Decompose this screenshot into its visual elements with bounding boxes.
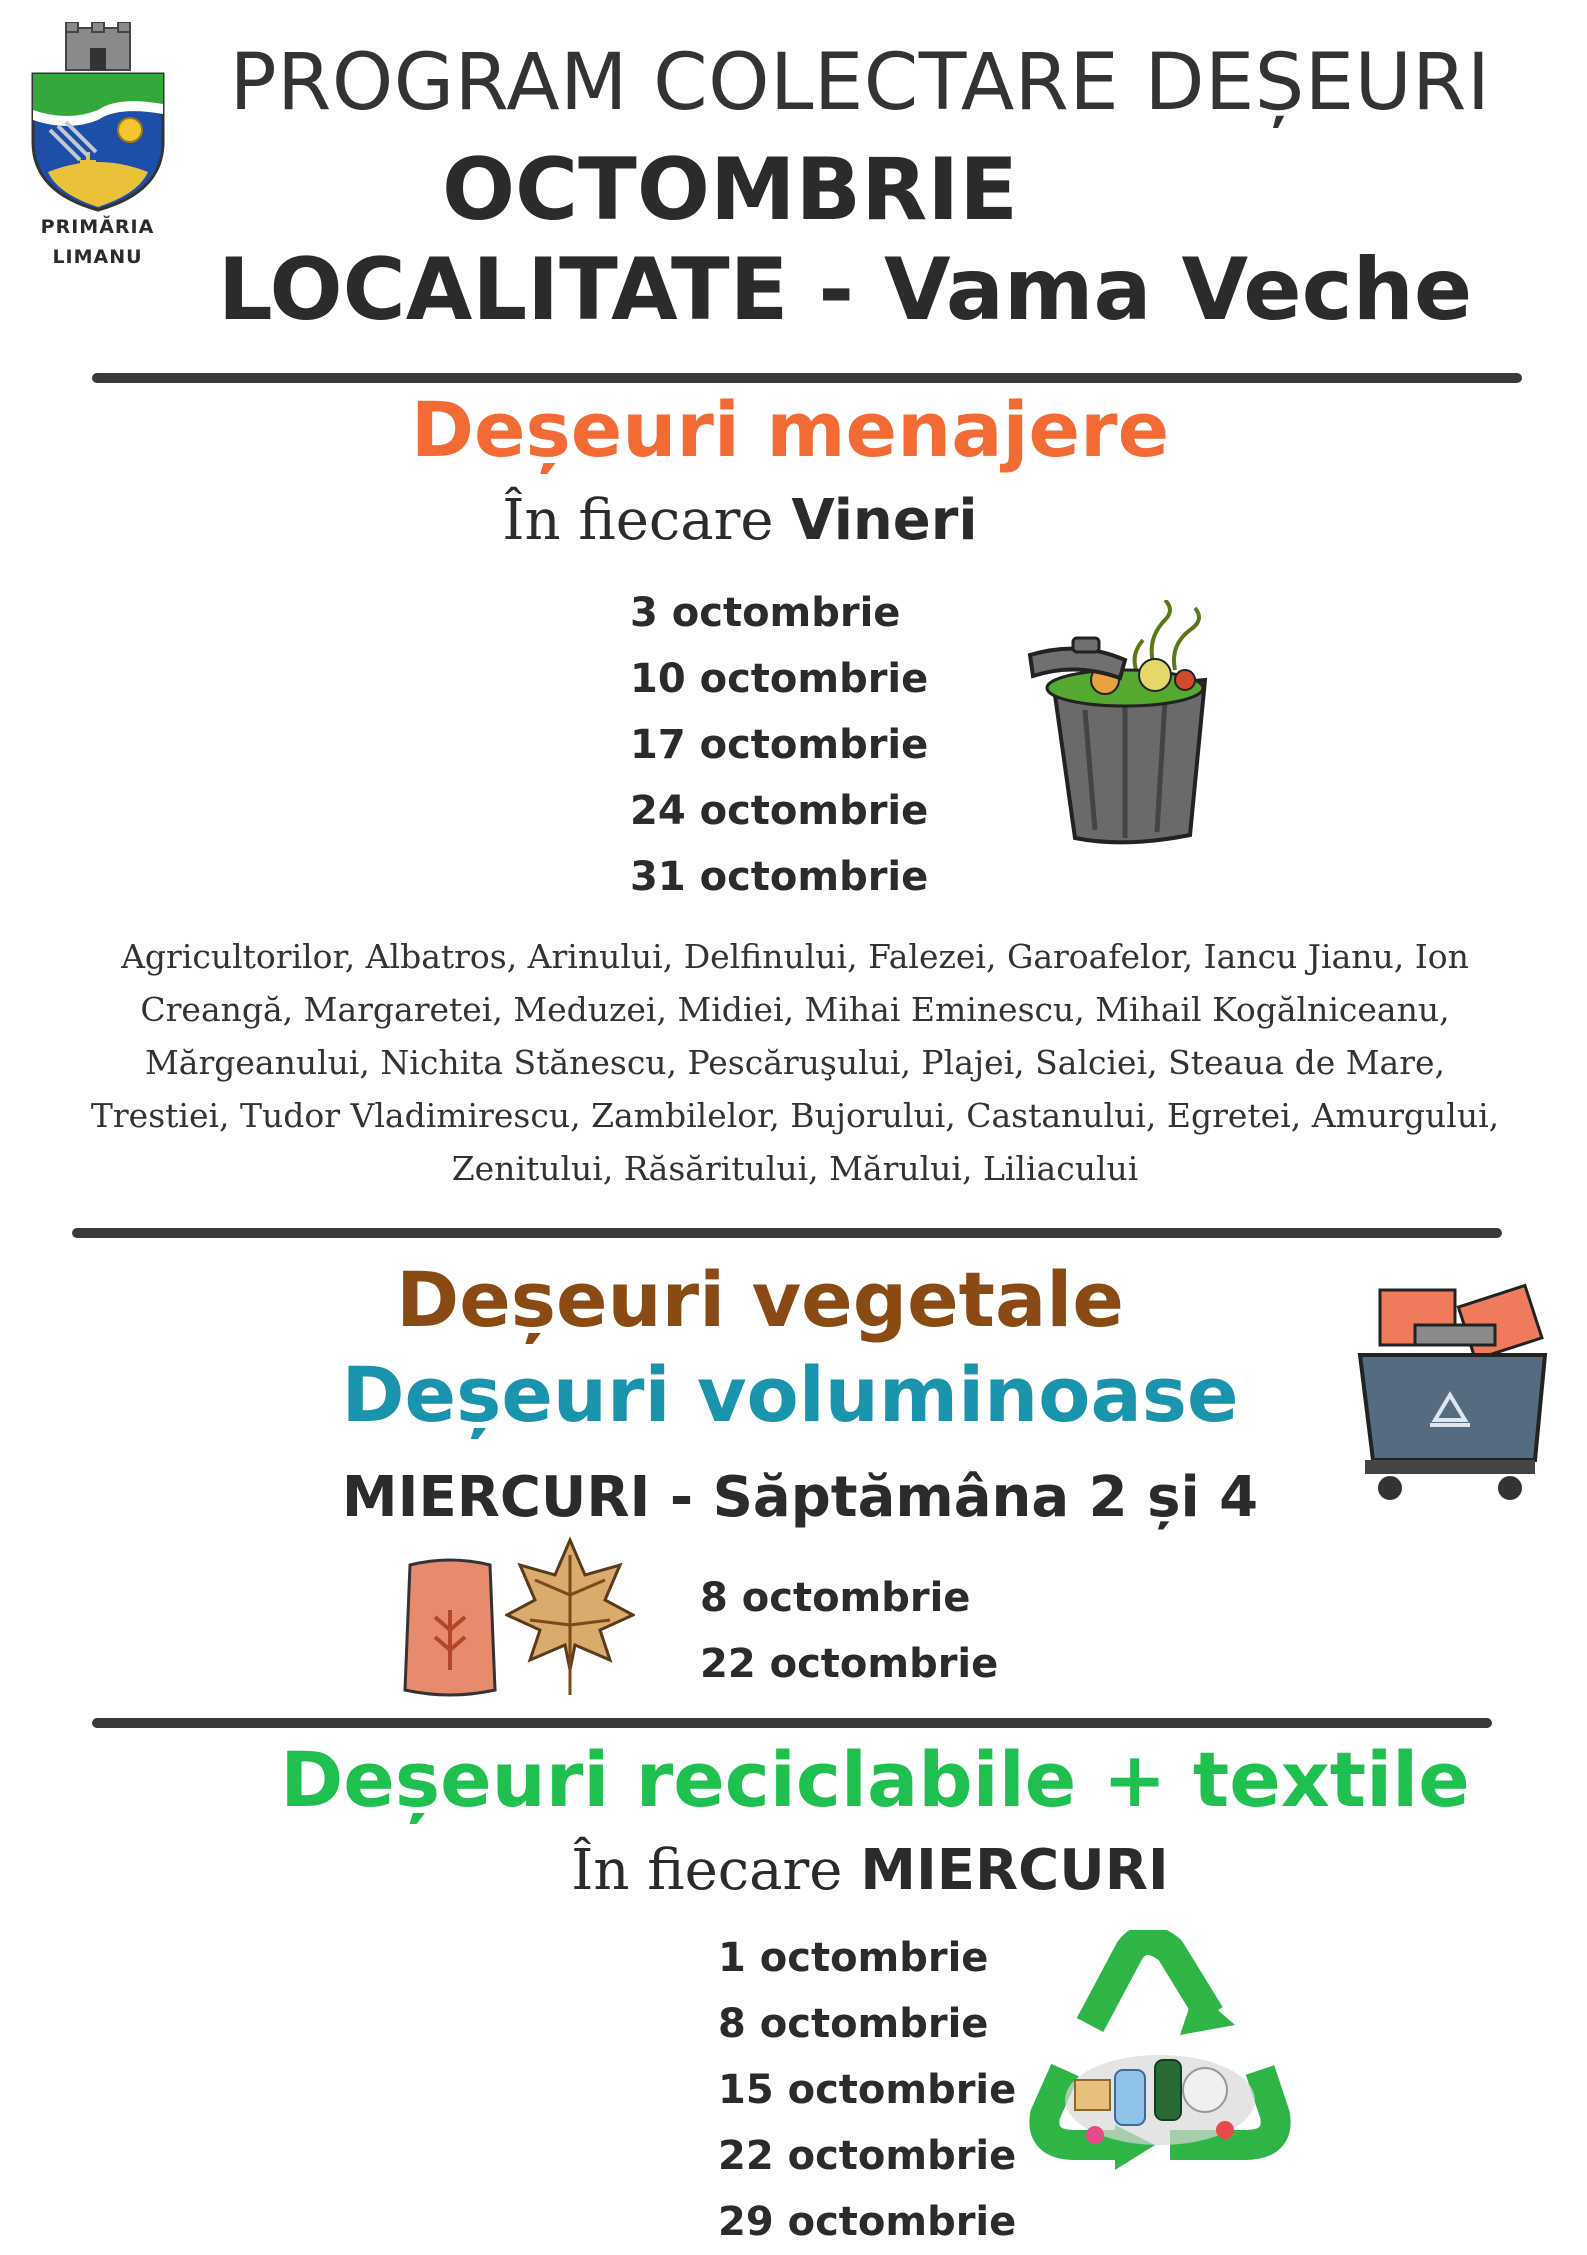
dates-reciclabile	[718, 1925, 1018, 2255]
divider	[72, 1228, 1502, 1238]
date-item: 1 octombrie	[718, 1935, 989, 1981]
date-item: 22 octombrie	[718, 2133, 1017, 2179]
trash-can-icon	[1025, 600, 1235, 850]
date-item: 22 octombrie	[700, 1641, 999, 1687]
schedule-day: Vineri	[791, 488, 978, 553]
schedule-prefix: În fiecare	[502, 488, 774, 553]
recycle-symbol-icon	[1020, 1930, 1300, 2175]
date-item: 3 octombrie	[630, 590, 901, 636]
schedule-prefix: În fiecare	[571, 1838, 843, 1903]
divider	[92, 1718, 1492, 1728]
date-item: 8 octombrie	[718, 2001, 989, 2047]
date-item: 8 octombrie	[700, 1575, 971, 1621]
bulky-waste-container-icon	[1355, 1270, 1550, 1510]
schedule-menajere	[420, 488, 1060, 553]
date-item: 17 octombrie	[630, 722, 929, 768]
date-item: 29 octombrie	[718, 2199, 1017, 2245]
schedule-reciclabile	[520, 1838, 1220, 1903]
date-item: 10 octombrie	[630, 656, 929, 702]
dates-menajere	[630, 580, 990, 910]
section-title-vegetale: Deșeuri vegetale	[396, 1255, 1124, 1344]
dates-vegetale	[700, 1565, 1040, 1697]
maple-leaf-icon	[505, 1535, 635, 1705]
logo-caption: PRIMĂRIA LIMANU	[40, 216, 155, 268]
date-item: 31 octombrie	[630, 854, 929, 900]
leaf-bag-icon	[400, 1555, 500, 1700]
section-title-voluminoase: Deșeuri voluminoase	[341, 1350, 1239, 1439]
streets-list: Agricultorilor, Albatros, Arinului, Delfinului, Falezei, Garoafelor, Iancu Jianu, Ion Creangă, Margaretei, Meduzei, Midiei, Mihai Eminescu, Mihail Kogălniceanu, Mărgeanului, Nichita Stănescu, Pescăruşului, Plajei, Salciei, Steaua de Mare, Trestiei, Tudor Vladimirescu, Zambilelor, Bujorului, Castanului, Egretei, Amurgului, Zenitului, Răsăritului, Mărului, Liliacului	[90, 937, 1500, 1188]
divider	[92, 373, 1522, 383]
date-item: 15 octombrie	[718, 2067, 1017, 2113]
section-title-menajere: Deșeuri menajere	[410, 385, 1170, 474]
month-title: OCTOMBRIE	[441, 140, 1019, 240]
date-item: 24 octombrie	[630, 788, 929, 834]
schedule-vegetale: MIERCURI - Săptămâna 2 și 4	[341, 1465, 1259, 1530]
locality-title: LOCALITATE - Vama Veche	[217, 240, 1473, 340]
section-title-reciclabile: Deșeuri reciclabile + textile	[280, 1735, 1470, 1824]
schedule-day: MIERCURI	[860, 1838, 1169, 1903]
shield-icon	[28, 22, 168, 212]
page-title: PROGRAM COLECTARE DEȘEURI	[229, 38, 1491, 128]
